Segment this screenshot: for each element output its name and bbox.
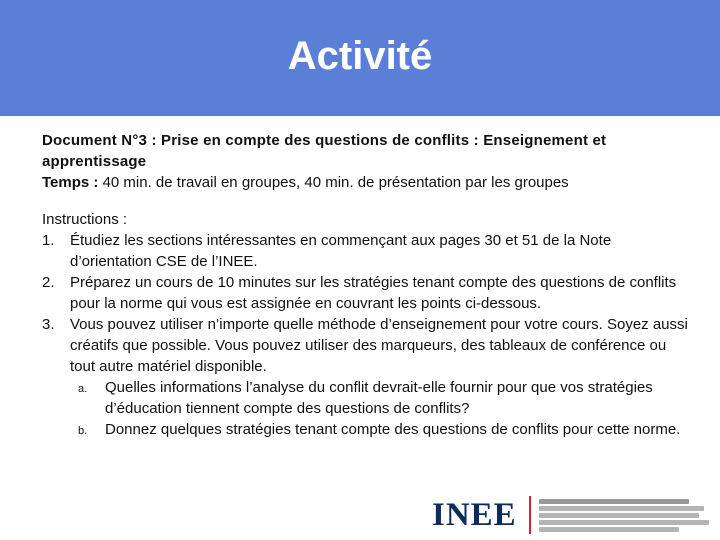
list-item (42, 272, 692, 314)
instructions-list (42, 230, 692, 377)
logo-divider (529, 496, 531, 534)
sublist-item-text: Donnez quelques stratégies tenant compte des questions de conflits pour cette norme. (105, 421, 681, 438)
time-value: 40 min. de travail en groupes, 40 min. de présentation par les groupes (98, 174, 569, 191)
time-label: Temps : (42, 174, 99, 191)
document-title: Document N°3 : Prise en compte des questions de conflits : Enseignement et apprentissage (42, 132, 607, 170)
sublist-letter: a. (78, 383, 88, 395)
list-item (42, 230, 692, 272)
slide-header (0, 0, 720, 116)
list-number: 2. (42, 274, 55, 291)
sublist-item (42, 419, 692, 440)
inee-logo (432, 494, 709, 536)
time-line (42, 172, 692, 193)
sublist-item-text: Quelles informations l’analyse du conflit devrait-elle fournir pour que vos stratégies d’éducation tiennent compte des questions de conflits? (105, 379, 653, 417)
sublist-letter: b. (78, 425, 88, 437)
list-number: 1. (42, 232, 55, 249)
list-item-text: Étudiez les sections intéressantes en commençant aux pages 30 et 51 de la Note d’orientation CSE de l’INEE. (70, 232, 612, 270)
list-item (42, 314, 692, 377)
list-item-text: Vous pouvez utiliser n’importe quelle méthode d’enseignement pour votre cours. Soyez aussi créatifs que possible. Vous pouvez utiliser des marqueurs, des tableaux de conférence ou tout autre matériel disponible. (70, 316, 688, 375)
instructions-heading: Instructions : (42, 211, 128, 228)
sublist-item (42, 377, 692, 419)
logo-tagline-graphic (539, 498, 709, 533)
slide-title: Activité (287, 33, 433, 78)
slide-body (42, 130, 692, 440)
inee-logo-wordmark: INEE (432, 496, 517, 533)
list-item-text: Préparez un cours de 10 minutes sur les stratégies tenant compte des questions de conflits pour la norme qui vous est assignée en couvrant les points ci-dessous. (70, 274, 677, 312)
instructions-sublist (42, 377, 692, 440)
list-number: 3. (42, 316, 55, 333)
